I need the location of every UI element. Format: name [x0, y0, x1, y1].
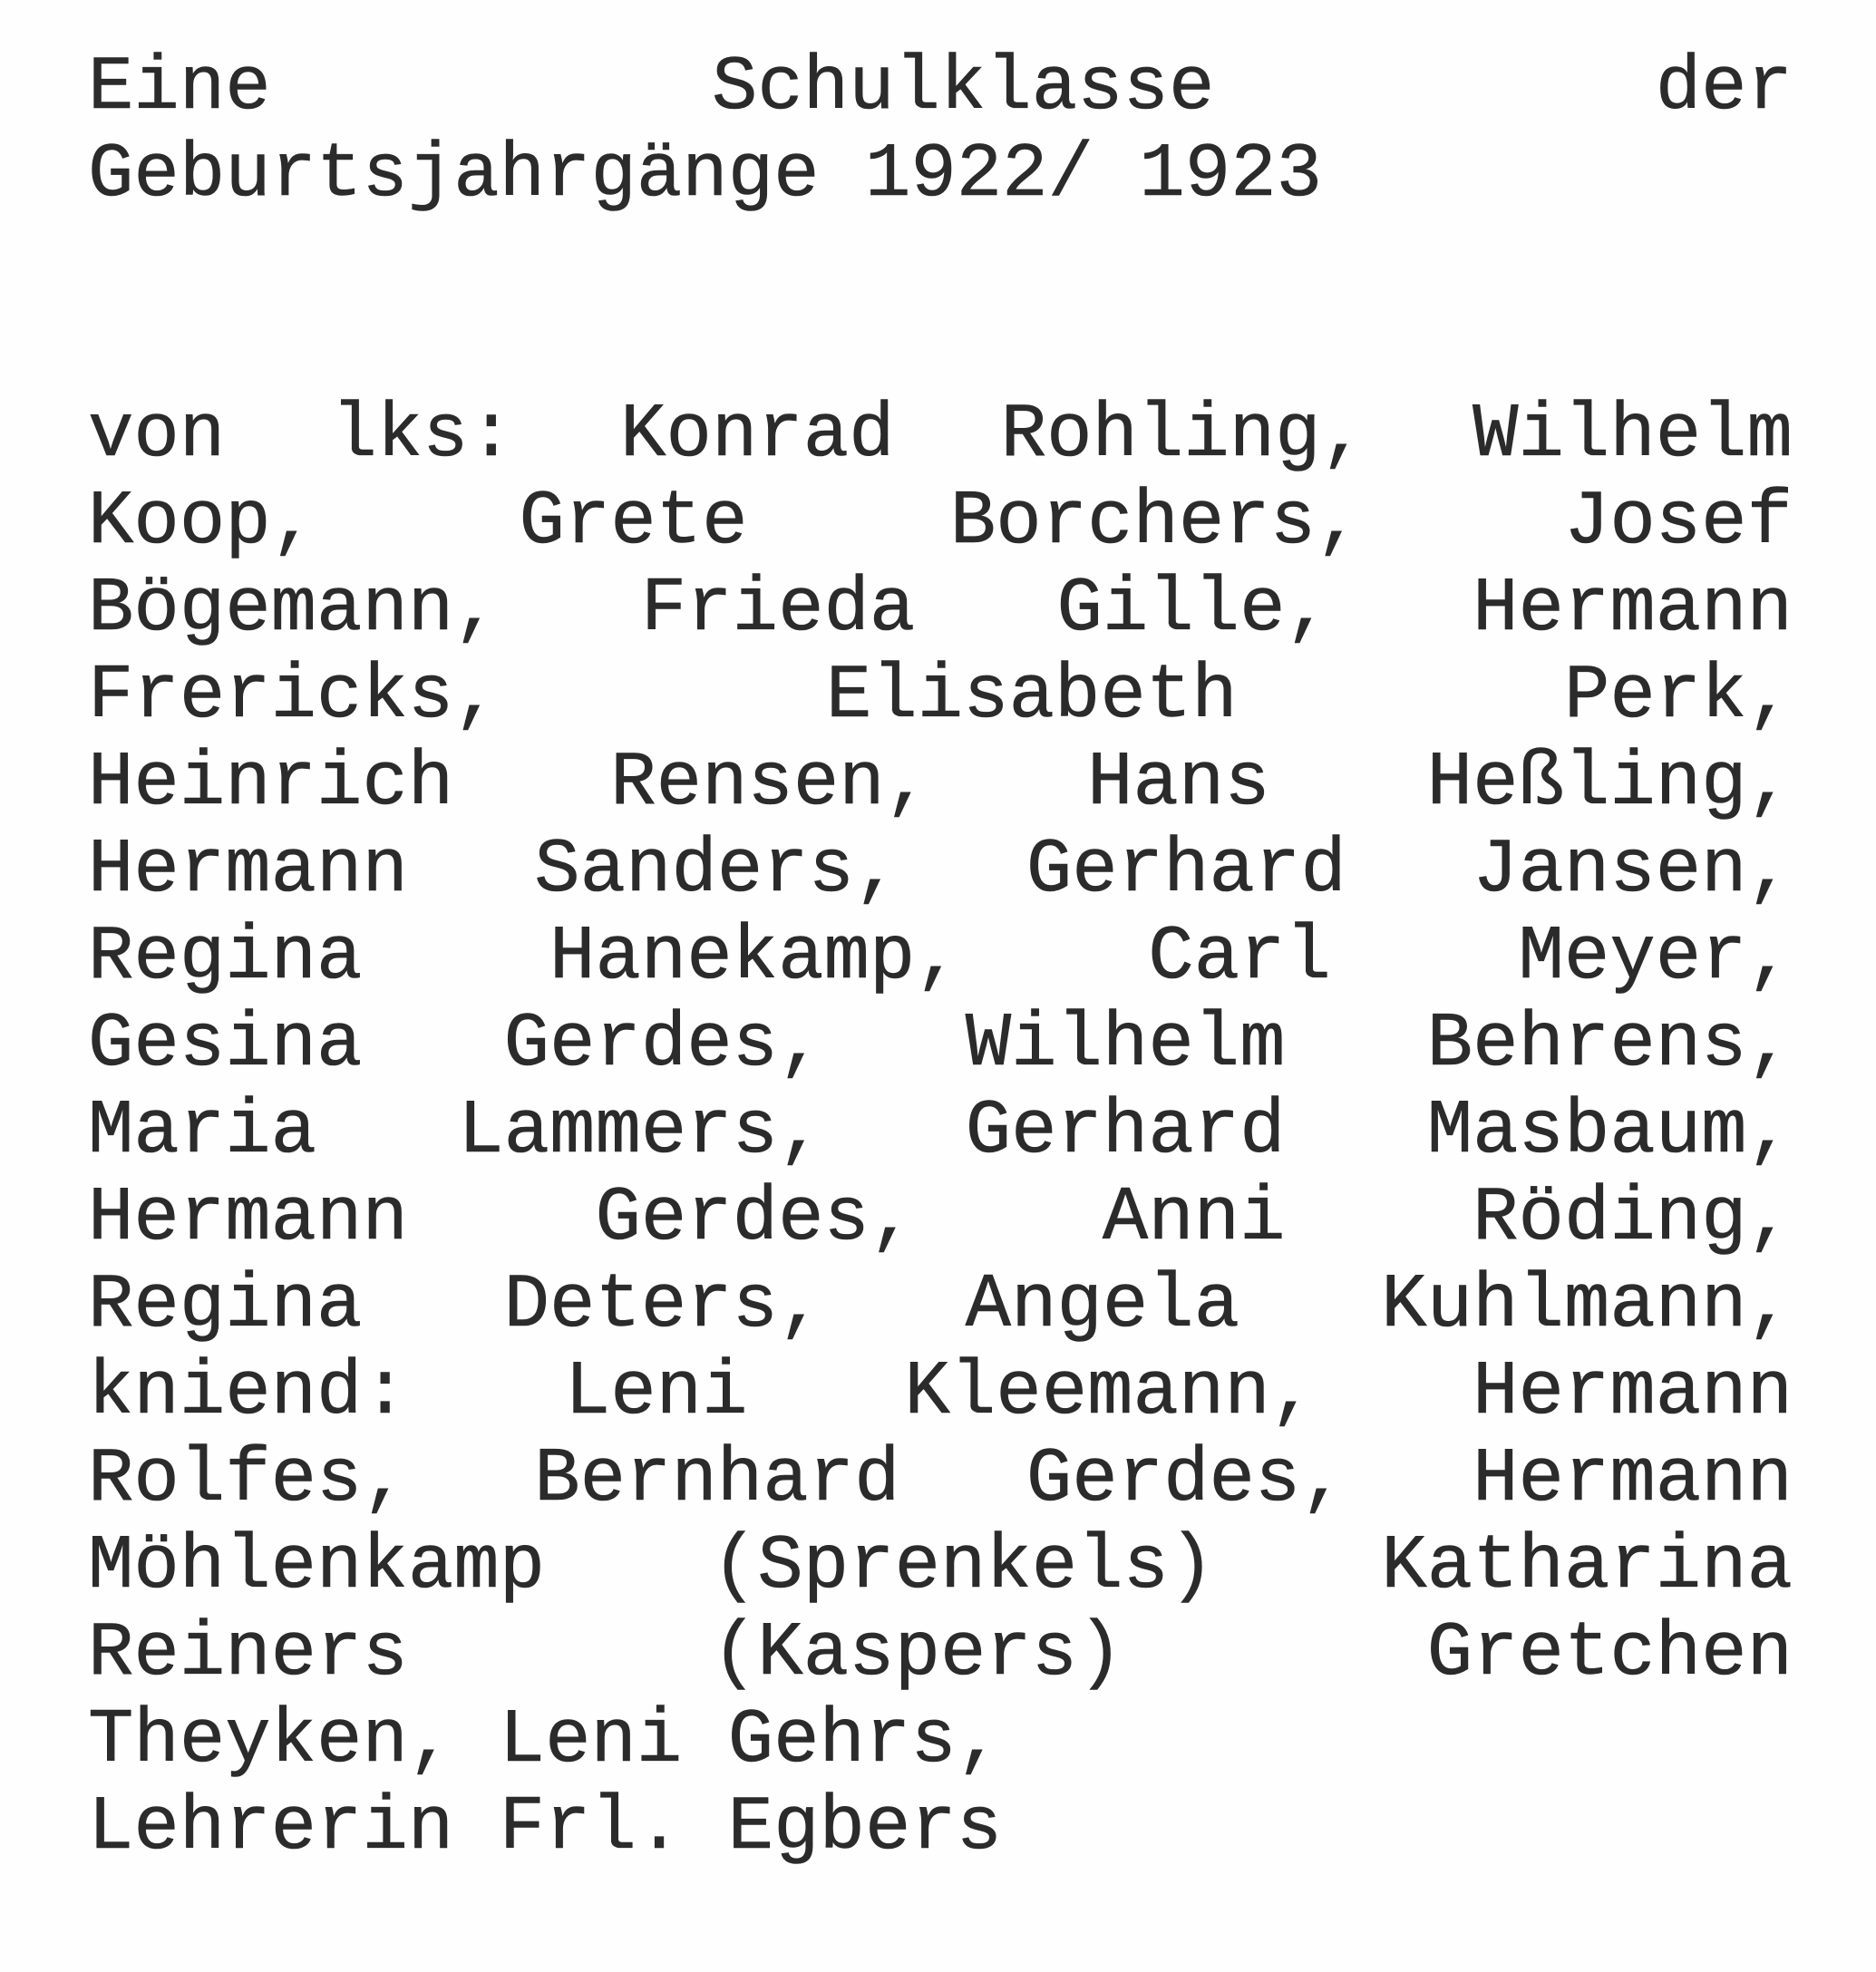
- caption-line: [88, 567, 1793, 654]
- caption-word: Koop,: [88, 480, 317, 566]
- caption-word: Regina: [88, 915, 363, 1001]
- caption-word: Maria: [88, 1089, 317, 1175]
- caption-word: Wilhelm: [965, 1002, 1286, 1088]
- caption-word: Hermann: [88, 828, 408, 914]
- title-line-2: Geburtsjahrgänge 1922/ 1923: [88, 132, 1323, 219]
- caption-word: Kuhlmann,: [1381, 1263, 1793, 1349]
- caption-word: Wilhelm: [1473, 393, 1793, 479]
- caption-line: [88, 915, 1793, 1002]
- caption-word: Josef: [1563, 480, 1793, 566]
- title-line-1: [88, 45, 1793, 132]
- caption-word: lks:: [331, 393, 514, 479]
- caption-word: Rolfes,: [88, 1437, 408, 1523]
- caption-word: Grete: [519, 480, 748, 566]
- caption-word: Regina: [88, 1263, 363, 1349]
- caption-word: Gretchen: [1426, 1611, 1793, 1697]
- caption-word: Elisabeth: [825, 654, 1238, 740]
- caption-word: Katharina: [1381, 1524, 1793, 1610]
- caption-word: Frieda: [640, 567, 916, 653]
- caption-word: Jansen,: [1473, 828, 1793, 914]
- title-word: der: [1655, 45, 1793, 131]
- caption-word: Anni: [1102, 1176, 1286, 1262]
- caption-word: Gerdes,: [1025, 1437, 1346, 1523]
- caption-word: Meyer,: [1518, 915, 1793, 1001]
- caption-word: Sanders,: [534, 828, 900, 914]
- caption-line: [88, 1263, 1793, 1350]
- caption-word: Konrad: [620, 393, 895, 479]
- caption-word: Theyken, Leni Gehrs,: [88, 1698, 1003, 1784]
- caption-word: Hanekamp,: [549, 915, 961, 1001]
- caption-line: [88, 1611, 1793, 1698]
- caption-word: Carl: [1148, 915, 1331, 1001]
- caption-word: von: [88, 393, 226, 479]
- caption-word: Rensen,: [610, 741, 931, 827]
- caption-word: Heßling,: [1426, 741, 1793, 827]
- caption-line: [88, 741, 1793, 828]
- caption-word: Masbaum,: [1426, 1089, 1793, 1175]
- caption-word: Reiners: [88, 1611, 408, 1697]
- caption-word: Perk,: [1563, 654, 1793, 740]
- typewritten-document: [88, 45, 1793, 1872]
- caption-word: Borchers,: [949, 480, 1362, 566]
- caption-line: [88, 1089, 1793, 1176]
- caption-word: Angela: [965, 1263, 1240, 1349]
- caption-word: Heinrich: [88, 741, 454, 827]
- caption-word: Hermann: [1473, 1437, 1793, 1523]
- caption-word: Gerhard: [965, 1089, 1286, 1175]
- caption-line: [88, 1785, 1793, 1872]
- caption-line: [88, 828, 1793, 915]
- caption-word: Möhlenkamp: [88, 1524, 546, 1610]
- caption-word: (Sprenkels): [711, 1524, 1215, 1610]
- caption-word: Rohling,: [1000, 393, 1366, 479]
- caption-line: [88, 480, 1793, 567]
- caption-word: Gerdes,: [595, 1176, 916, 1262]
- caption-word: Gille,: [1056, 567, 1331, 653]
- caption-word: Bernhard: [534, 1437, 900, 1523]
- caption-word: Bögemann,: [88, 567, 500, 653]
- caption-line: [88, 1698, 1793, 1785]
- caption-word: Hans: [1087, 741, 1270, 827]
- caption-word: (Kaspers): [711, 1611, 1123, 1697]
- caption-word: Frericks,: [88, 654, 500, 740]
- caption-line: [88, 393, 1793, 480]
- caption-line: [88, 1437, 1793, 1524]
- caption-word: Kleemann,: [904, 1350, 1317, 1436]
- caption-line: [88, 1002, 1793, 1089]
- caption-word: Lammers,: [458, 1089, 824, 1175]
- caption-word: Hermann: [1473, 567, 1793, 653]
- caption-line: [88, 654, 1793, 741]
- caption-word: Deters,: [503, 1263, 824, 1349]
- caption-text: [88, 393, 1793, 1872]
- caption-word: Gerhard: [1025, 828, 1346, 914]
- caption-word: Leni: [564, 1350, 748, 1436]
- caption-word: kniend:: [88, 1350, 408, 1436]
- caption-word: Lehrerin Frl. Egbers: [88, 1785, 1003, 1871]
- caption-word: Behrens,: [1426, 1002, 1793, 1088]
- caption-word: Gerdes,: [503, 1002, 824, 1088]
- caption-word: Hermann: [88, 1176, 408, 1262]
- title-word: Schulklasse: [711, 45, 1215, 131]
- caption-word: Gesina: [88, 1002, 363, 1088]
- caption-word: Röding,: [1473, 1176, 1793, 1262]
- caption-line: [88, 1524, 1793, 1611]
- caption-word: Hermann: [1473, 1350, 1793, 1436]
- caption-line: [88, 1350, 1793, 1437]
- caption-line: [88, 1176, 1793, 1263]
- title-word: Eine: [88, 45, 271, 131]
